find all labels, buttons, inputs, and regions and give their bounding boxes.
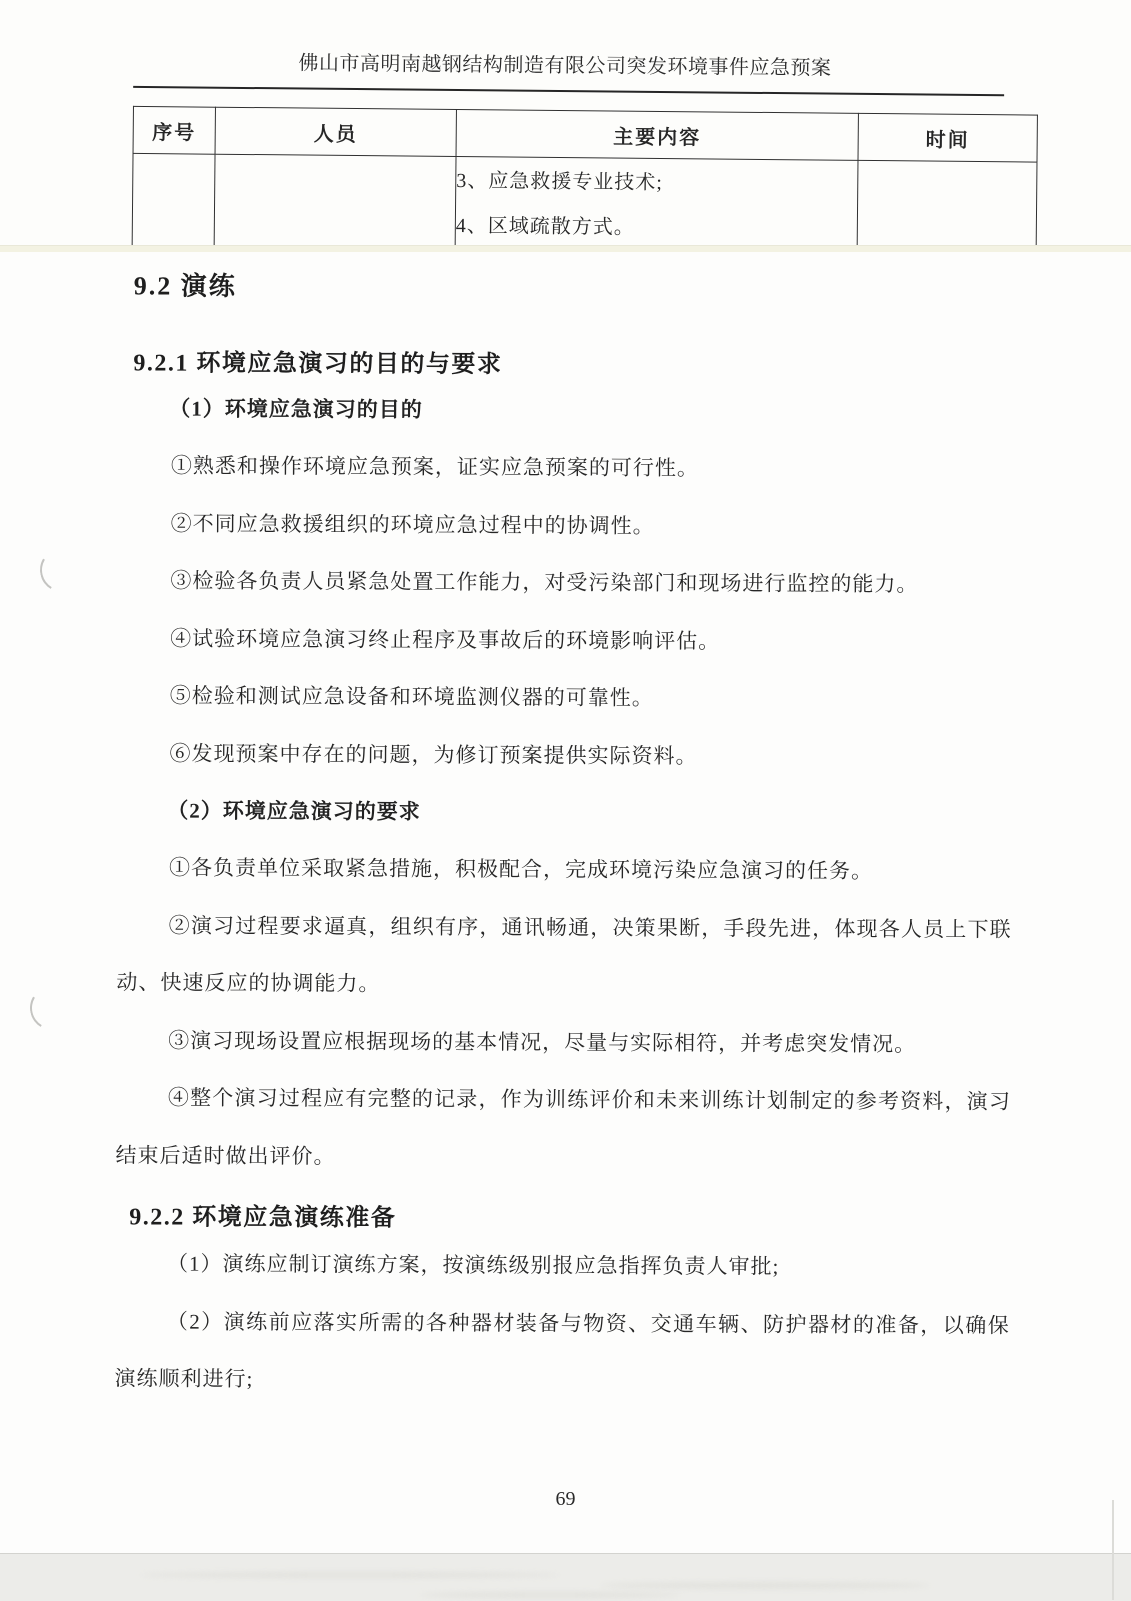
header-rule: [133, 86, 1004, 96]
section-9-2-2-heading: 9.2.2 环境应急演练准备: [129, 1204, 397, 1232]
requirement-item-2: ②演习过程要求逼真，组织有序，通讯畅通，决策果断，手段先进，体现各人员上下联动、快速反应的协调能力。: [116, 913, 1012, 996]
purpose-item-5: ⑤检验和测试应急设备和环境监测仪器的可靠性。: [169, 683, 654, 710]
preparation-item-1: （1）演练应制订演练方案，按演练级别报应急指挥负责人审批;: [166, 1251, 780, 1279]
section-9-2-1-heading: 9.2.1 环境应急演习的目的与要求: [133, 350, 503, 379]
purpose-item-3: ③检验各负责人员紧急处置工作能力，对受污染部门和现场进行监控的能力。: [170, 568, 919, 597]
purpose-item-1: ①熟悉和操作环境应急预案，证实应急预案的可行性。: [170, 453, 700, 481]
table-header-seq: 序号: [133, 106, 215, 154]
requirement-item-3: ③演习现场设置应根据现场的基本情况，尽量与实际相符，并考虑突发情况。: [168, 1028, 917, 1056]
scanner-bed-band: [0, 1553, 1131, 1601]
purpose-item-4: ④试验环境应急演习终止程序及事故后的环境影响评估。: [170, 626, 721, 653]
table-header-person: 人员: [215, 107, 456, 156]
table-header-content: 主要内容: [456, 110, 858, 161]
scan-segment-top-content: [0, 0, 1131, 252]
scan-segment-main-content: [0, 252, 1131, 1413]
scan-page-edge: [0, 245, 1131, 252]
preparation-item-2: （2）演练前应落实所需的各种器材装备与物资、交通车辆、防护器材的准备，以确保演练顺利进行;: [114, 1309, 1010, 1391]
requirement-item-1: ①各负责单位采取紧急措施，积极配合，完成环境污染应急演习的任务。: [168, 855, 874, 883]
requirement-item-4: ④整个演习过程应有完整的记录，作为训练评价和未来训练计划制定的参考资料，演习结束后适时做出评价。: [115, 1085, 1011, 1168]
table-header-time: 时间: [858, 113, 1037, 162]
scan-smudge: [600, 1582, 930, 1589]
table-cell-time: [857, 160, 1037, 252]
requirements-subheading: （2）环境应急演习的要求: [167, 798, 421, 824]
document-running-header: 佛山市高明南越钢结构制造有限公司突发环境事件应急预案: [298, 52, 832, 80]
scan-right-edge: [1112, 1500, 1114, 1600]
purpose-item-6: ⑥发现预案中存在的问题，为修订预案提供实际资料。: [169, 741, 698, 768]
page-number: 69: [555, 1488, 576, 1510]
scan-smudge: [420, 1592, 680, 1598]
table-row: [132, 153, 1037, 252]
table-cell-seq: [132, 153, 215, 248]
section-9-2-heading: 9.2 演练: [133, 271, 237, 301]
training-table: [132, 106, 1038, 252]
table-cell-person: [214, 154, 456, 250]
scan-segment-main: [0, 252, 1131, 1553]
scan-smudge: [140, 1572, 560, 1578]
scan-segment-top: [0, 0, 1131, 252]
purpose-item-2: ②不同应急救援组织的环境应急过程中的协调性。: [170, 511, 655, 538]
content-line-1: 3、应急救援专业技术;: [456, 169, 663, 194]
purpose-subheading: （1）环境应急演习的目的: [169, 396, 423, 422]
content-line-2: 4、区域疏散方式。: [455, 214, 635, 239]
table-cell-content: [455, 157, 858, 252]
